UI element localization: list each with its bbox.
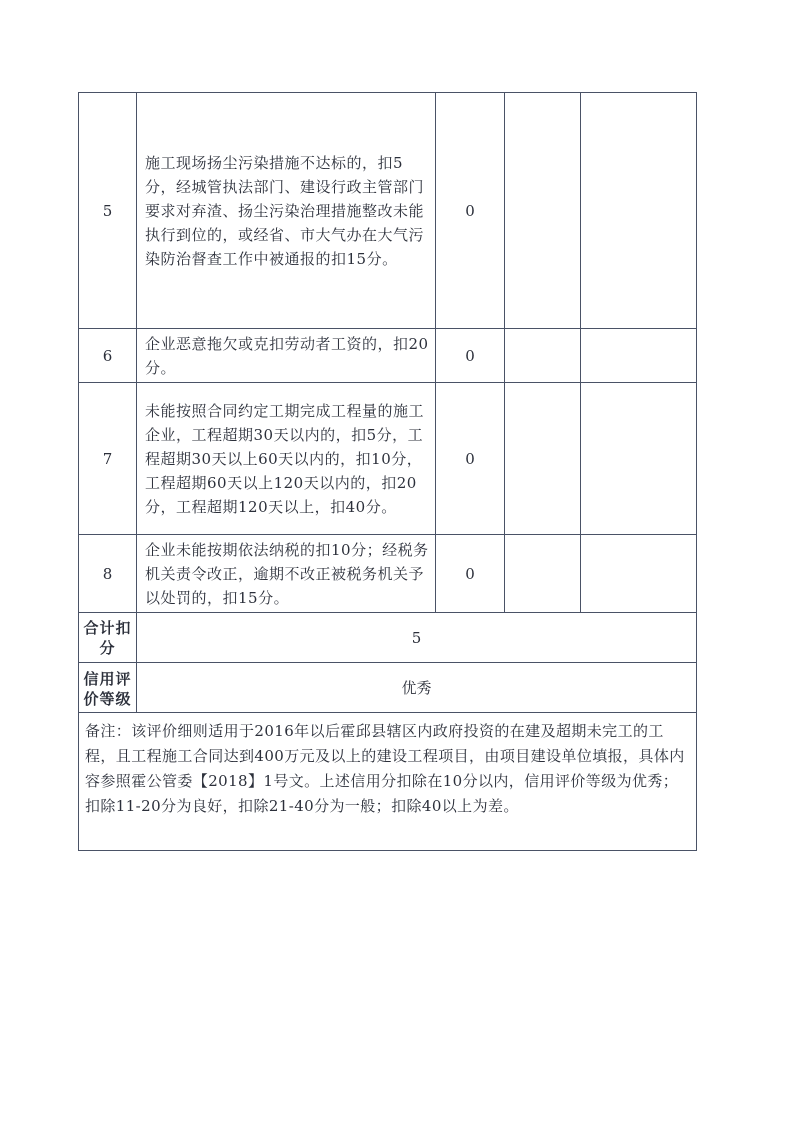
rating-value: 优秀 [137, 663, 697, 713]
empty-cell [505, 535, 581, 613]
note-text: 备注：该评价细则适用于2016年以后霍邱县辖区内政府投资的在建及超期未完工的工程，且工程施工合同达到400万元及以上的建设工程项目，由项目建设单位填报，具体内容参照霍公管委【2018】1号文。上述信用分扣除在10分以内，信用评价等级为优秀；扣除11-20分为良好，扣除21-40分为一般；扣除40以上为差。 [79, 713, 697, 851]
table-row [79, 93, 697, 329]
rating-row [79, 663, 697, 713]
empty-cell [505, 93, 581, 329]
note-row [79, 713, 697, 851]
empty-cell [581, 383, 697, 535]
credit-score-table [78, 92, 697, 851]
empty-cell [581, 535, 697, 613]
empty-cell [505, 383, 581, 535]
empty-cell [581, 93, 697, 329]
row-score: 0 [436, 383, 505, 535]
row-number: 8 [79, 535, 137, 613]
total-value: 5 [137, 613, 697, 663]
total-row [79, 613, 697, 663]
row-description: 企业恶意拖欠或克扣劳动者工资的，扣20分。 [137, 329, 436, 383]
table-row [79, 535, 697, 613]
total-label: 合计扣分 [79, 613, 137, 663]
row-score: 0 [436, 93, 505, 329]
table-row [79, 329, 697, 383]
row-number: 6 [79, 329, 137, 383]
table-row [79, 383, 697, 535]
rating-label-cell [79, 663, 137, 713]
row-number: 5 [79, 93, 137, 329]
rating-label: 信用评价等级 [83, 669, 132, 707]
row-description: 企业未能按期依法纳税的扣10分；经税务机关责令改正，逾期不改正被税务机关予以处罚的，扣15分。 [137, 535, 436, 613]
row-score: 0 [436, 535, 505, 613]
row-description: 施工现场扬尘污染措施不达标的，扣5分，经城管执法部门、建设行政主管部门要求对弃渣、扬尘污染治理措施整改未能执行到位的，或经省、市大气办在大气污染防治督查工作中被通报的扣15分。 [137, 93, 436, 329]
empty-cell [505, 329, 581, 383]
row-score: 0 [436, 329, 505, 383]
empty-cell [581, 329, 697, 383]
row-number: 7 [79, 383, 137, 535]
row-description: 未能按照合同约定工期完成工程量的施工企业，工程超期30天以内的，扣5分，工程超期30天以上60天以内的，扣10分，工程超期60天以上120天以内的，扣20分，工程超期120天以上，扣40分。 [137, 383, 436, 535]
